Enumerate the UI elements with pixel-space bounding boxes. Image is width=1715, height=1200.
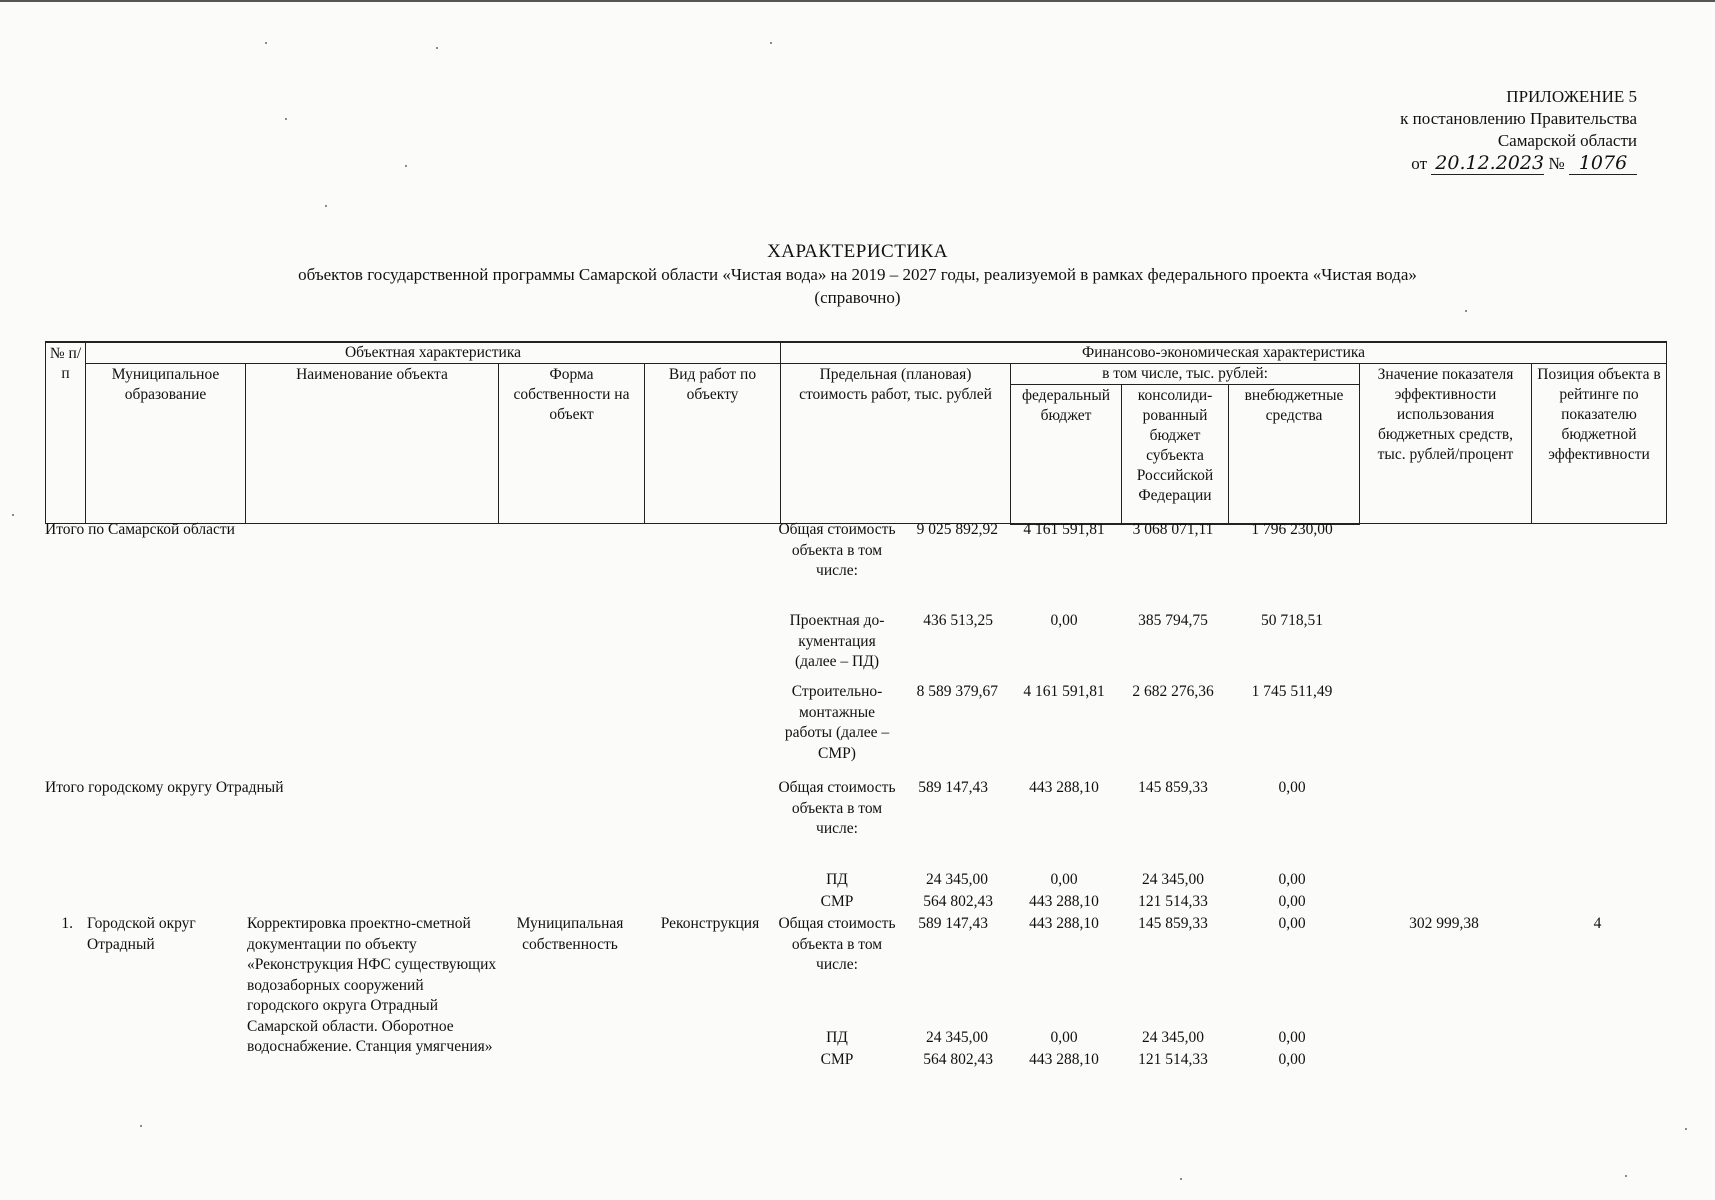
appendix-region: Самарской области (1497, 131, 1637, 150)
cell-consolidated: 145 859,33 (1138, 915, 1208, 932)
cost-type-label: ПД (826, 1029, 848, 1046)
header-object-group: Объектная характеристика (86, 342, 781, 364)
cell-consolidated: 2 682 276,36 (1132, 683, 1214, 700)
cost-type-label: СМР (820, 1051, 854, 1068)
scan-speck (1180, 1178, 1182, 1180)
cell-cost: 436 513,25 (923, 612, 993, 629)
cost-type-label: Общая стоимость объекта в том числе: (778, 521, 896, 579)
cost-type-label: СМР (820, 893, 854, 910)
cost-type-label: Строительно-монтажные работы (далее – СМР) (784, 683, 890, 762)
cell-cost: 9 025 892,92 (916, 521, 998, 538)
scan-speck (1685, 1128, 1687, 1130)
cell-municipality: Городской округ Отрадный (87, 915, 196, 953)
header-extrabudget: внебюджетные средства (1229, 385, 1360, 524)
cost-type-label: Общая стоимость объекта в том числе: (778, 915, 896, 973)
document-title: ХАРАКТЕРИСТИКА (767, 241, 948, 262)
cell-cost: 24 345,00 (926, 1029, 988, 1046)
cell-extrabudget: 0,00 (1278, 1029, 1306, 1046)
cost-type-label: ПД (826, 871, 848, 888)
header-municipality: Муниципальное образование (86, 364, 246, 524)
cost-type-label: Проектная до-кументация (далее – ПД) (789, 612, 885, 670)
cell-extrabudget: 0,00 (1278, 779, 1306, 796)
cell-cost: 564 802,43 (923, 1051, 993, 1068)
scan-speck (1625, 1175, 1627, 1177)
handwritten-number: 1076 (1569, 152, 1637, 175)
scan-speck (1465, 310, 1467, 312)
cell-consolidated: 145 859,33 (1138, 779, 1208, 796)
cell-extrabudget: 1 745 511,49 (1251, 683, 1333, 700)
cell-consolidated: 121 514,33 (1138, 893, 1208, 910)
cell-cost: 24 345,00 (926, 871, 988, 888)
appendix-title: ПРИЛОЖЕНИЕ 5 (1506, 87, 1637, 106)
scan-speck (285, 118, 287, 120)
scan-speck (265, 42, 267, 44)
header-finance-group: Финансово-экономическая характеристика (781, 342, 1667, 364)
cell-federal: 443 288,10 (1029, 779, 1099, 796)
cell-federal: 0,00 (1050, 612, 1078, 629)
cell-federal: 443 288,10 (1029, 915, 1099, 932)
cell-efficiency: 302 999,38 (1409, 915, 1479, 932)
header-work-type: Вид работ по объекту (645, 364, 781, 524)
cell-cost: 564 802,43 (923, 893, 993, 910)
cell-consolidated: 24 345,00 (1142, 871, 1204, 888)
cell-federal: 4 161 591,81 (1023, 683, 1105, 700)
scan-speck (405, 165, 407, 167)
header-efficiency: Значение показателя эффективности использования бюджетных средств, тыс. рублей/процент (1360, 364, 1532, 524)
document-subtitle: объектов государственной программы Самарской области «Чистая вода» на 2019 – 2027 годы, реализуемой в рамках федерального проекта «Чистая вода» (298, 265, 1417, 284)
cell-federal: 0,00 (1050, 871, 1078, 888)
handwritten-date: 20.12.2023 (1431, 152, 1544, 175)
cell-consolidated: 3 068 071,11 (1132, 521, 1214, 538)
scan-speck (140, 1125, 142, 1127)
cell-cost: 589 147,43 (918, 779, 988, 796)
number-label: № (1548, 154, 1565, 173)
cell-consolidated: 24 345,00 (1142, 1029, 1204, 1046)
cell-extrabudget: 0,00 (1278, 893, 1306, 910)
header-max-cost: Предельная (плановая) стоимость работ, тыс. рублей (781, 364, 1011, 524)
cell-cost: 8 589 379,67 (916, 683, 998, 700)
from-label: от (1411, 154, 1428, 173)
header-consolidated: консолиди-рованный бюджет субъекта Российской Федерации (1122, 385, 1229, 524)
cell-ownership: Муниципальная собственность (516, 915, 624, 953)
header-federal: федеральный бюджет (1011, 385, 1122, 524)
cell-work-type: Реконструкция (660, 915, 760, 932)
header-object-name: Наименование объекта (246, 364, 499, 524)
document-note: (справочно) (814, 288, 901, 307)
scan-speck (325, 205, 327, 207)
header-including: в том числе, тыс. рублей: (1011, 364, 1360, 385)
cell-extrabudget: 0,00 (1278, 1051, 1306, 1068)
cell-extrabudget: 1 796 230,00 (1251, 521, 1333, 538)
header-num: № п/п (46, 342, 86, 524)
cell-consolidated: 385 794,75 (1138, 612, 1208, 629)
cell-rating: 4 (1593, 915, 1602, 932)
scan-speck (436, 47, 438, 49)
header-rating: Позиция объекта в рейтинге по показателю бюджетной эффективности (1532, 364, 1667, 524)
cell-federal: 4 161 591,81 (1023, 521, 1105, 538)
cell-federal: 0,00 (1050, 1029, 1078, 1046)
appendix-decree: к постановлению Правительства (1400, 109, 1637, 128)
scan-speck (12, 514, 14, 516)
cell-federal: 443 288,10 (1029, 893, 1099, 910)
row-label-total-otradny: Итого городскому округу Отрадный (45, 779, 284, 796)
cell-extrabudget: 0,00 (1278, 915, 1306, 932)
cell-cost: 589 147,43 (918, 915, 988, 932)
cell-consolidated: 121 514,33 (1138, 1051, 1208, 1068)
cell-extrabudget: 0,00 (1278, 871, 1306, 888)
cell-federal: 443 288,10 (1029, 1051, 1099, 1068)
cell-object-name: Корректировка проектно-сметной документации по объекту «Реконструкция НФС существующих водозаборных сооружений городского округа Отрадный Самарской области. Оборотное водоснабжение. Станция умягчения» (247, 915, 497, 1055)
cost-type-label: Общая стоимость объекта в том числе: (778, 779, 896, 837)
cell-extrabudget: 50 718,51 (1261, 612, 1323, 629)
scan-speck (770, 42, 772, 44)
row-number: 1. (61, 915, 73, 932)
header-ownership: Форма собственности на объект (499, 364, 645, 524)
row-label-total-region: Итого по Самарской области (45, 521, 235, 538)
